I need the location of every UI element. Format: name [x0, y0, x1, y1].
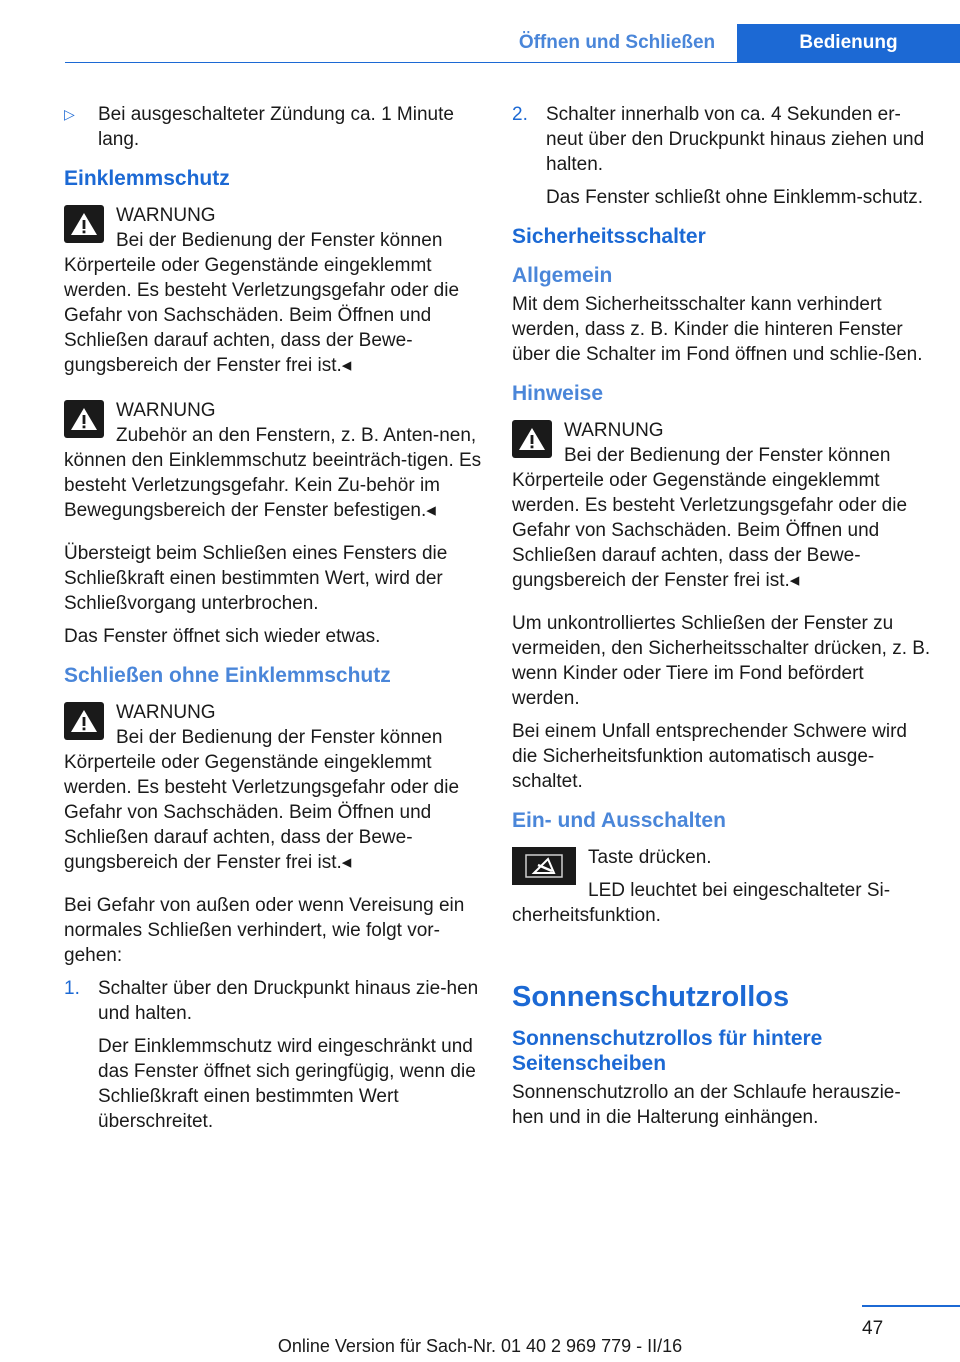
paragraph: Sonnenschutzrollo an der Schlaufe herauszie‐hen und in die Halterung einhängen.	[512, 1082, 901, 1128]
bullet-item	[64, 102, 484, 152]
numbered-step	[512, 102, 932, 210]
heading-ein-ausschalten: Ein- und Ausschalten	[512, 809, 726, 832]
heading-einklemmschutz: Einklemmschutz	[64, 167, 230, 190]
running-header-tab: Bedienung	[737, 24, 960, 62]
warning-text: Bei der Bedienung der Fenster können Körperteile oder Gegenstände eingeklemmt werden. Es besteht Verletzungsgefahr oder die Gefahr von Sachschäden. Beim Öffnen und Schließen darauf achten, dass der Bewe‐gungsbereich der Fenster frei ist.◂	[64, 727, 460, 873]
warning-triangle-icon	[64, 702, 104, 740]
heading-hinweise: Hinweise	[512, 382, 604, 405]
warning-triangle-icon	[512, 420, 552, 458]
warning-block	[512, 418, 932, 601]
warning-text: Zubehör an den Fenstern, z. B. Anten‐nen, können den Einklemmschutz beeinträch‐tigen. Es besteht Verletzungsgefahr. Kein Zu‐behör im Bewegungsbereich der Fenster befestigen.◂	[64, 425, 482, 521]
left-column	[64, 102, 484, 1142]
running-header-section: Öffnen und Schließen	[518, 32, 716, 53]
paragraph: Das Fenster öffnet sich wieder etwas.	[64, 626, 381, 647]
paragraph: Bei einem Unfall entsprechender Schwere wird die Sicherheitsfunktion automatisch ausge‐schaltet.	[512, 721, 907, 792]
page-number-rule	[862, 1305, 960, 1307]
paragraph: Um unkontrolliertes Schließen der Fenster zu vermeiden, den Sicherheitsschalter drücken, z. B. wenn Kinder oder Tiere im Fond befördert werden.	[512, 613, 931, 709]
step-number: 2.	[512, 104, 528, 125]
right-column	[512, 102, 932, 1138]
page-number: 47	[862, 1318, 884, 1339]
header-rule	[65, 62, 960, 63]
window-lock-button-icon	[512, 847, 576, 885]
step-text: Schalter über den Druckpunkt hinaus zie‐hen und halten.	[98, 978, 479, 1024]
warning-triangle-icon	[64, 205, 104, 243]
warning-text: Bei der Bedienung der Fenster können Körperteile oder Gegenstände eingeklemmt werden. Es besteht Verletzungsgefahr oder die Gefahr von Sachschäden. Beim Öffnen und Schließen darauf achten, dass der Bewe‐gungsbereich der Fenster frei ist.◂	[512, 445, 908, 591]
warning-block	[64, 203, 484, 386]
paragraph: Bei Gefahr von außen oder wenn Vereisung ein normales Schließen verhindert, wie folgt vor‐gehen:	[64, 895, 465, 966]
paragraph: Übersteigt beim Schließen eines Fensters die Schließkraft einen bestimmten Wert, wird der Schließvorgang unterbrochen.	[64, 543, 448, 614]
step-subtext: Der Einklemmschutz wird eingeschränkt und das Fenster öffnet sich geringfügig, wenn die Schließkraft einen bestimmten Wert überschreitet.	[98, 1036, 476, 1132]
step-number: 1.	[64, 978, 80, 999]
warning-label: WARNUNG	[116, 400, 216, 421]
warning-block	[64, 398, 484, 531]
warning-block	[64, 700, 484, 883]
heading-sonnenschutzrollos: Sonnenschutzrollos	[512, 981, 790, 1013]
key-line-2: LED leuchtet bei eingeschalteter Si‐cherheitsfunktion.	[512, 880, 891, 926]
warning-text: Bei der Bedienung der Fenster können Körperteile oder Gegenstände eingeklemmt werden. Es besteht Verletzungsgefahr oder die Gefahr von Sachschäden. Beim Öffnen und Schließen darauf achten, dass der Bewe‐gungsbereich der Fenster frei ist.◂	[64, 230, 460, 376]
heading-sonnenschutzrollos-sub: Sonnenschutzrollos für hintere Seitenscheiben	[512, 1027, 823, 1075]
heading-schliessen-ohne: Schließen ohne Einklemmschutz	[64, 664, 391, 687]
step-subtext: Das Fenster schließt ohne Einklemm‐schutz.	[546, 187, 923, 208]
warning-label: WARNUNG	[116, 702, 216, 723]
key-instruction	[512, 845, 932, 936]
bullet-marker-icon: ▷	[64, 106, 75, 122]
bullet-text: Bei ausgeschalteter Zündung ca. 1 Minute lang.	[98, 104, 454, 150]
heading-sicherheitsschalter: Sicherheitsschalter	[512, 225, 706, 248]
step-text: Schalter innerhalb von ca. 4 Sekunden er‐neut über den Druckpunkt hinaus ziehen und halten.	[546, 104, 925, 175]
warning-label: WARNUNG	[564, 420, 664, 441]
heading-allgemein: Allgemein	[512, 264, 613, 287]
paragraph: Mit dem Sicherheitsschalter kann verhindert werden, dass z. B. Kinder die hinteren Fenster über die Schalter im Fond öffnen und schlie‐ßen.	[512, 294, 923, 365]
key-line-1: Taste drücken.	[588, 847, 712, 868]
warning-label: WARNUNG	[116, 205, 216, 226]
warning-triangle-icon	[64, 400, 104, 438]
footer-text: Online Version für Sach-Nr. 01 40 2 969 779 - II/16	[277, 1336, 683, 1356]
numbered-step	[64, 976, 484, 1134]
